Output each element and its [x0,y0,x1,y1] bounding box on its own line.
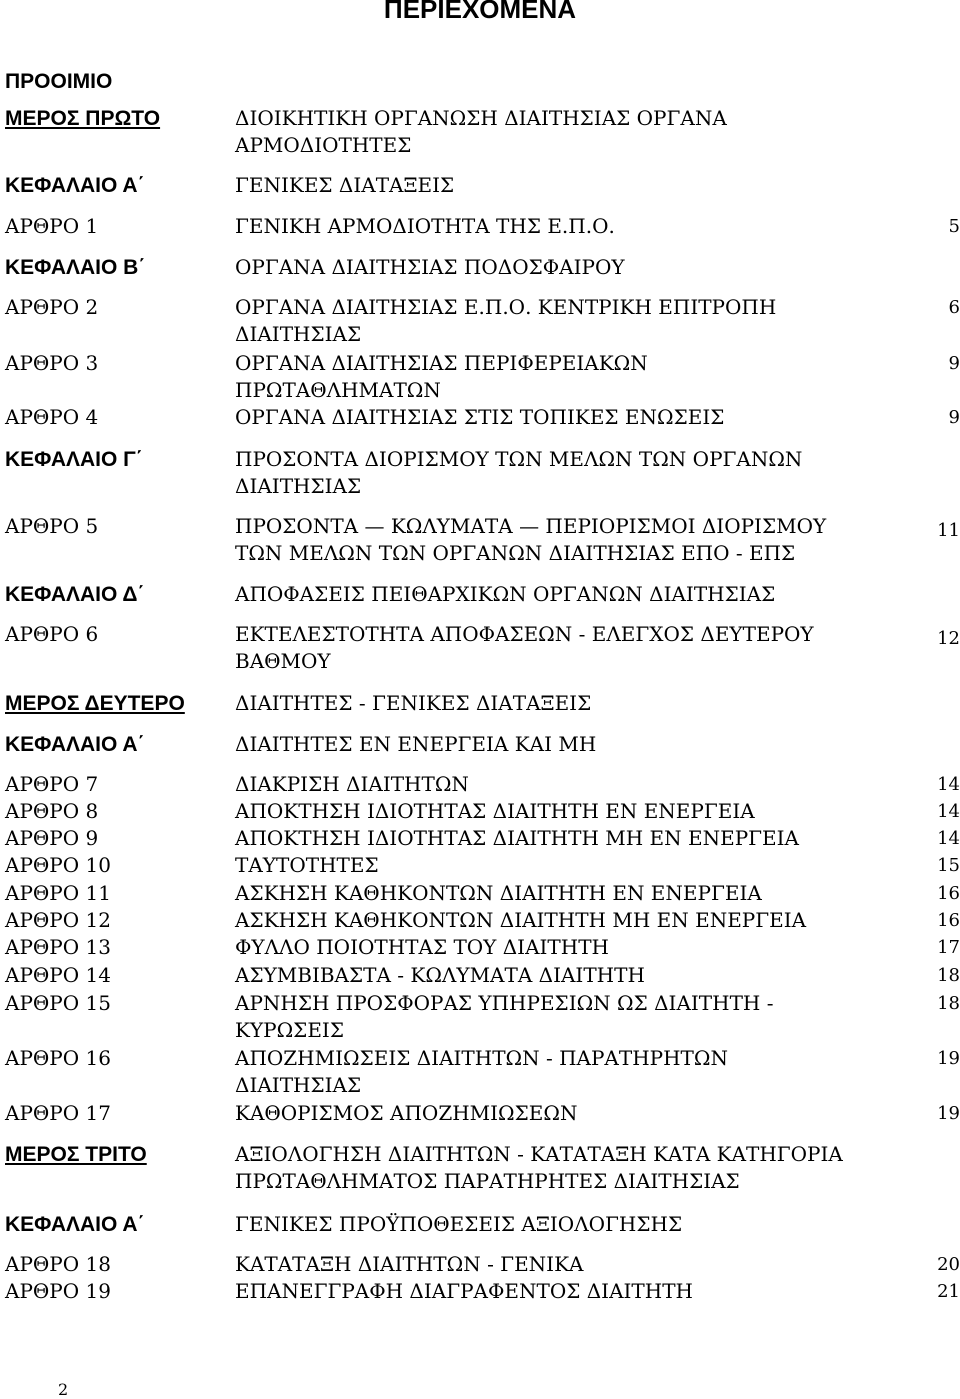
toc-text: ΟΡΓΑΝΑ ΔΙΑΙΤΗΣΙΑΣ ΠΕΡΙΦΕΡΕΙΑΚΩΝ ΠΡΩΤΑΘΛΗΜΑΤΩΝ [235,351,648,402]
toc-page-number: 5 [948,216,960,237]
toc-label: ΑΡΘΡΟ 16 [5,1046,111,1070]
toc-text: ΑΠΟΦΑΣΕΙΣ ΠΕΙΘΑΡΧΙΚΩΝ ΟΡΓΑΝΩΝ ΔΙΑΙΤΗΣΙΑΣ [235,582,776,606]
toc-label: ΑΡΘΡΟ 8 [5,799,99,823]
toc-label: ΚΕΦΑΛΑΙΟ Γ΄ [5,448,143,471]
toc-label: ΑΡΘΡΟ 2 [5,295,99,319]
toc-text: ΠΡΟΣΟΝΤΑ ΔΙΟΡΙΣΜΟΥ ΤΩΝ ΜΕΛΩΝ ΤΩΝ ΟΡΓΑΝΩΝ ΔΙΑΙΤΗΣΙΑΣ [235,447,803,498]
toc-text: ΑΣΚΗΣΗ ΚΑΘΗΚΟΝΤΩΝ ΔΙΑΙΤΗΤΗ ΜΗ ΕΝ ΕΝΕΡΓΕΙΑ [235,908,807,932]
toc-label: ΜΕΡΟΣ ΤΡΙΤΟ [5,1143,147,1166]
toc-label: ΑΡΘΡΟ 17 [5,1101,111,1125]
toc-text: ΚΑΤΑΤΑΞΗ ΔΙΑΙΤΗΤΩΝ - ΓΕΝΙΚΑ [235,1252,584,1276]
toc-text: ΓΕΝΙΚΕΣ ΔΙΑΤΑΞΕΙΣ [235,173,455,197]
toc-label: ΑΡΘΡΟ 4 [5,405,99,429]
toc-text: ΕΚΤΕΛΕΣΤΟΤΗΤΑ ΑΠΟΦΑΣΕΩΝ - ΕΛΕΓΧΟΣ ΔΕΥΤΕΡΟΥ ΒΑΘΜΟΥ [235,622,814,673]
toc-page-number: 18 [937,965,960,986]
toc-page-number: 6 [948,297,960,318]
page-number-footer: 2 [58,1380,69,1399]
toc-page-number: 11 [937,520,960,541]
toc-text: ΓΕΝΙΚΕΣ ΠΡΟΫΠΟΘΕΣΕΙΣ ΑΞΙΟΛΟΓΗΣΗΣ [235,1212,683,1236]
toc-label: ΜΕΡΟΣ ΠΡΩΤΟ [5,107,161,130]
toc-text: ΟΡΓΑΝΑ ΔΙΑΙΤΗΣΙΑΣ Ε.Π.Ο. ΚΕΝΤΡΙΚΗ ΕΠΙΤΡΟΠΗ ΔΙΑΙΤΗΣΙΑΣ [235,295,777,346]
toc-label: ΑΡΘΡΟ 13 [5,935,111,959]
toc-page-number: 19 [937,1103,960,1124]
toc-label: ΑΡΘΡΟ 5 [5,514,99,538]
toc-text: ΟΡΓΑΝΑ ΔΙΑΙΤΗΣΙΑΣ ΠΟΔΟΣΦΑΙΡΟΥ [235,255,625,279]
toc-page-number: 20 [937,1254,960,1275]
toc-label: ΑΡΘΡΟ 6 [5,622,99,646]
toc-page-number: 21 [937,1281,960,1302]
toc-label: ΑΡΘΡΟ 12 [5,908,111,932]
toc-label: ΚΕΦΑΛΑΙΟ Α΄ [5,733,145,756]
toc-page-number: 19 [937,1048,960,1069]
toc-text: ΑΡΝΗΣΗ ΠΡΟΣΦΟΡΑΣ ΥΠΗΡΕΣΙΩΝ ΩΣ ΔΙΑΙΤΗΤΗ - ΚΥΡΩΣΕΙΣ [235,991,774,1042]
toc-page-number: 12 [937,628,960,649]
toc-text: ΑΣΚΗΣΗ ΚΑΘΗΚΟΝΤΩΝ ΔΙΑΙΤΗΤΗ ΕΝ ΕΝΕΡΓΕΙΑ [235,881,762,905]
toc-text: ΑΠΟΚΤΗΣΗ ΙΔΙΟΤΗΤΑΣ ΔΙΑΙΤΗΤΗ ΕΝ ΕΝΕΡΓΕΙΑ [235,799,755,823]
toc-label: ΠΡΟΟΙΜΙΟ [5,70,113,93]
toc-text: ΑΣΥΜΒΙΒΑΣΤΑ - ΚΩΛΥΜΑΤΑ ΔΙΑΙΤΗΤΗ [235,963,645,987]
toc-text: ΔΙΟΙΚΗΤΙΚΗ ΟΡΓΑΝΩΣΗ ΔΙΑΙΤΗΣΙΑΣ ΟΡΓΑΝΑ ΑΡΜΟΔΙΟΤΗΤΕΣ [235,106,727,157]
toc-label: ΑΡΘΡΟ 15 [5,991,111,1015]
toc-label: ΑΡΘΡΟ 7 [5,772,99,796]
toc-label: ΑΡΘΡΟ 19 [5,1279,111,1303]
toc-text: ΑΠΟΚΤΗΣΗ ΙΔΙΟΤΗΤΑΣ ΔΙΑΙΤΗΤΗ ΜΗ ΕΝ ΕΝΕΡΓΕΙΑ [235,826,799,850]
toc-text: ΚΑΘΟΡΙΣΜΟΣ ΑΠΟΖΗΜΙΩΣΕΩΝ [235,1101,578,1125]
toc-label: ΜΕΡΟΣ ΔΕΥΤΕΡΟ [5,692,185,715]
toc-label: ΑΡΘΡΟ 10 [5,853,111,877]
toc-text: ΑΞΙΟΛΟΓΗΣΗ ΔΙΑΙΤΗΤΩΝ - ΚΑΤΑΤΑΞΗ ΚΑΤΑ ΚΑΤΗΓΟΡΙΑ ΠΡΩΤΑΘΛΗΜΑΤΟΣ ΠΑΡΑΤΗΡΗΤΕΣ ΔΙΑΙΤΗΣΙΑΣ [235,1142,843,1193]
toc-label: ΑΡΘΡΟ 11 [5,881,111,905]
toc-page-number: 14 [937,801,960,822]
toc-label: ΑΡΘΡΟ 1 [5,214,99,238]
toc-label: ΚΕΦΑΛΑΙΟ Β΄ [5,256,146,279]
toc-text: ΠΡΟΣΟΝΤΑ — ΚΩΛΥΜΑΤΑ — ΠΕΡΙΟΡΙΣΜΟΙ ΔΙΟΡΙΣΜΟΥ ΤΩΝ ΜΕΛΩΝ ΤΩΝ ΟΡΓΑΝΩΝ ΔΙΑΙΤΗΣΙΑΣ ΕΠΟ - ΕΠΣ [235,514,827,565]
toc-label: ΚΕΦΑΛΑΙΟ Α΄ [5,1213,145,1236]
toc-label: ΑΡΘΡΟ 18 [5,1252,111,1276]
toc-page-number: 9 [948,407,960,428]
toc-label: ΑΡΘΡΟ 9 [5,826,99,850]
page-title: ΠΕΡΙΕΧΟΜΕΝΑ [383,0,577,24]
toc-text: ΔΙΑΙΤΗΤΕΣ - ΓΕΝΙΚΕΣ ΔΙΑΤΑΞΕΙΣ [235,691,592,715]
toc-text: ΕΠΑΝΕΓΓΡΑΦΗ ΔΙΑΓΡΑΦΕΝΤΟΣ ΔΙΑΙΤΗΤΗ [235,1279,693,1303]
toc-text: ΔΙΑΙΤΗΤΕΣ ΕΝ ΕΝΕΡΓΕΙΑ ΚΑΙ ΜΗ [235,732,597,756]
toc-page-number: 14 [937,828,960,849]
toc-text: ΤΑΥΤΟΤΗΤΕΣ [235,853,379,877]
toc-text: ΔΙΑΚΡΙΣΗ ΔΙΑΙΤΗΤΩΝ [235,772,469,796]
toc-text: ΑΠΟΖΗΜΙΩΣΕΙΣ ΔΙΑΙΤΗΤΩΝ - ΠΑΡΑΤΗΡΗΤΩΝ ΔΙΑΙΤΗΣΙΑΣ [235,1046,728,1097]
toc-label: ΚΕΦΑΛΑΙΟ Α΄ [5,174,145,197]
toc-page-number: 18 [937,993,960,1014]
toc-text: ΟΡΓΑΝΑ ΔΙΑΙΤΗΣΙΑΣ ΣΤΙΣ ΤΟΠΙΚΕΣ ΕΝΩΣΕΙΣ [235,405,725,429]
toc-page-number: 14 [937,774,960,795]
toc-page-number: 15 [937,855,960,876]
toc-text: ΦΥΛΛΟ ΠΟΙΟΤΗΤΑΣ ΤΟΥ ΔΙΑΙΤΗΤΗ [235,935,609,959]
toc-page-number: 16 [937,883,960,904]
toc-label: ΑΡΘΡΟ 3 [5,351,99,375]
toc-text: ΓΕΝΙΚΗ ΑΡΜΟΔΙΟΤΗΤΑ ΤΗΣ Ε.Π.Ο. [235,214,615,238]
toc-page-number: 9 [948,353,960,374]
toc-page-number: 17 [937,937,960,958]
toc-page-number: 16 [937,910,960,931]
toc-label: ΚΕΦΑΛΑΙΟ Δ΄ [5,583,145,606]
toc-label: ΑΡΘΡΟ 14 [5,963,111,987]
